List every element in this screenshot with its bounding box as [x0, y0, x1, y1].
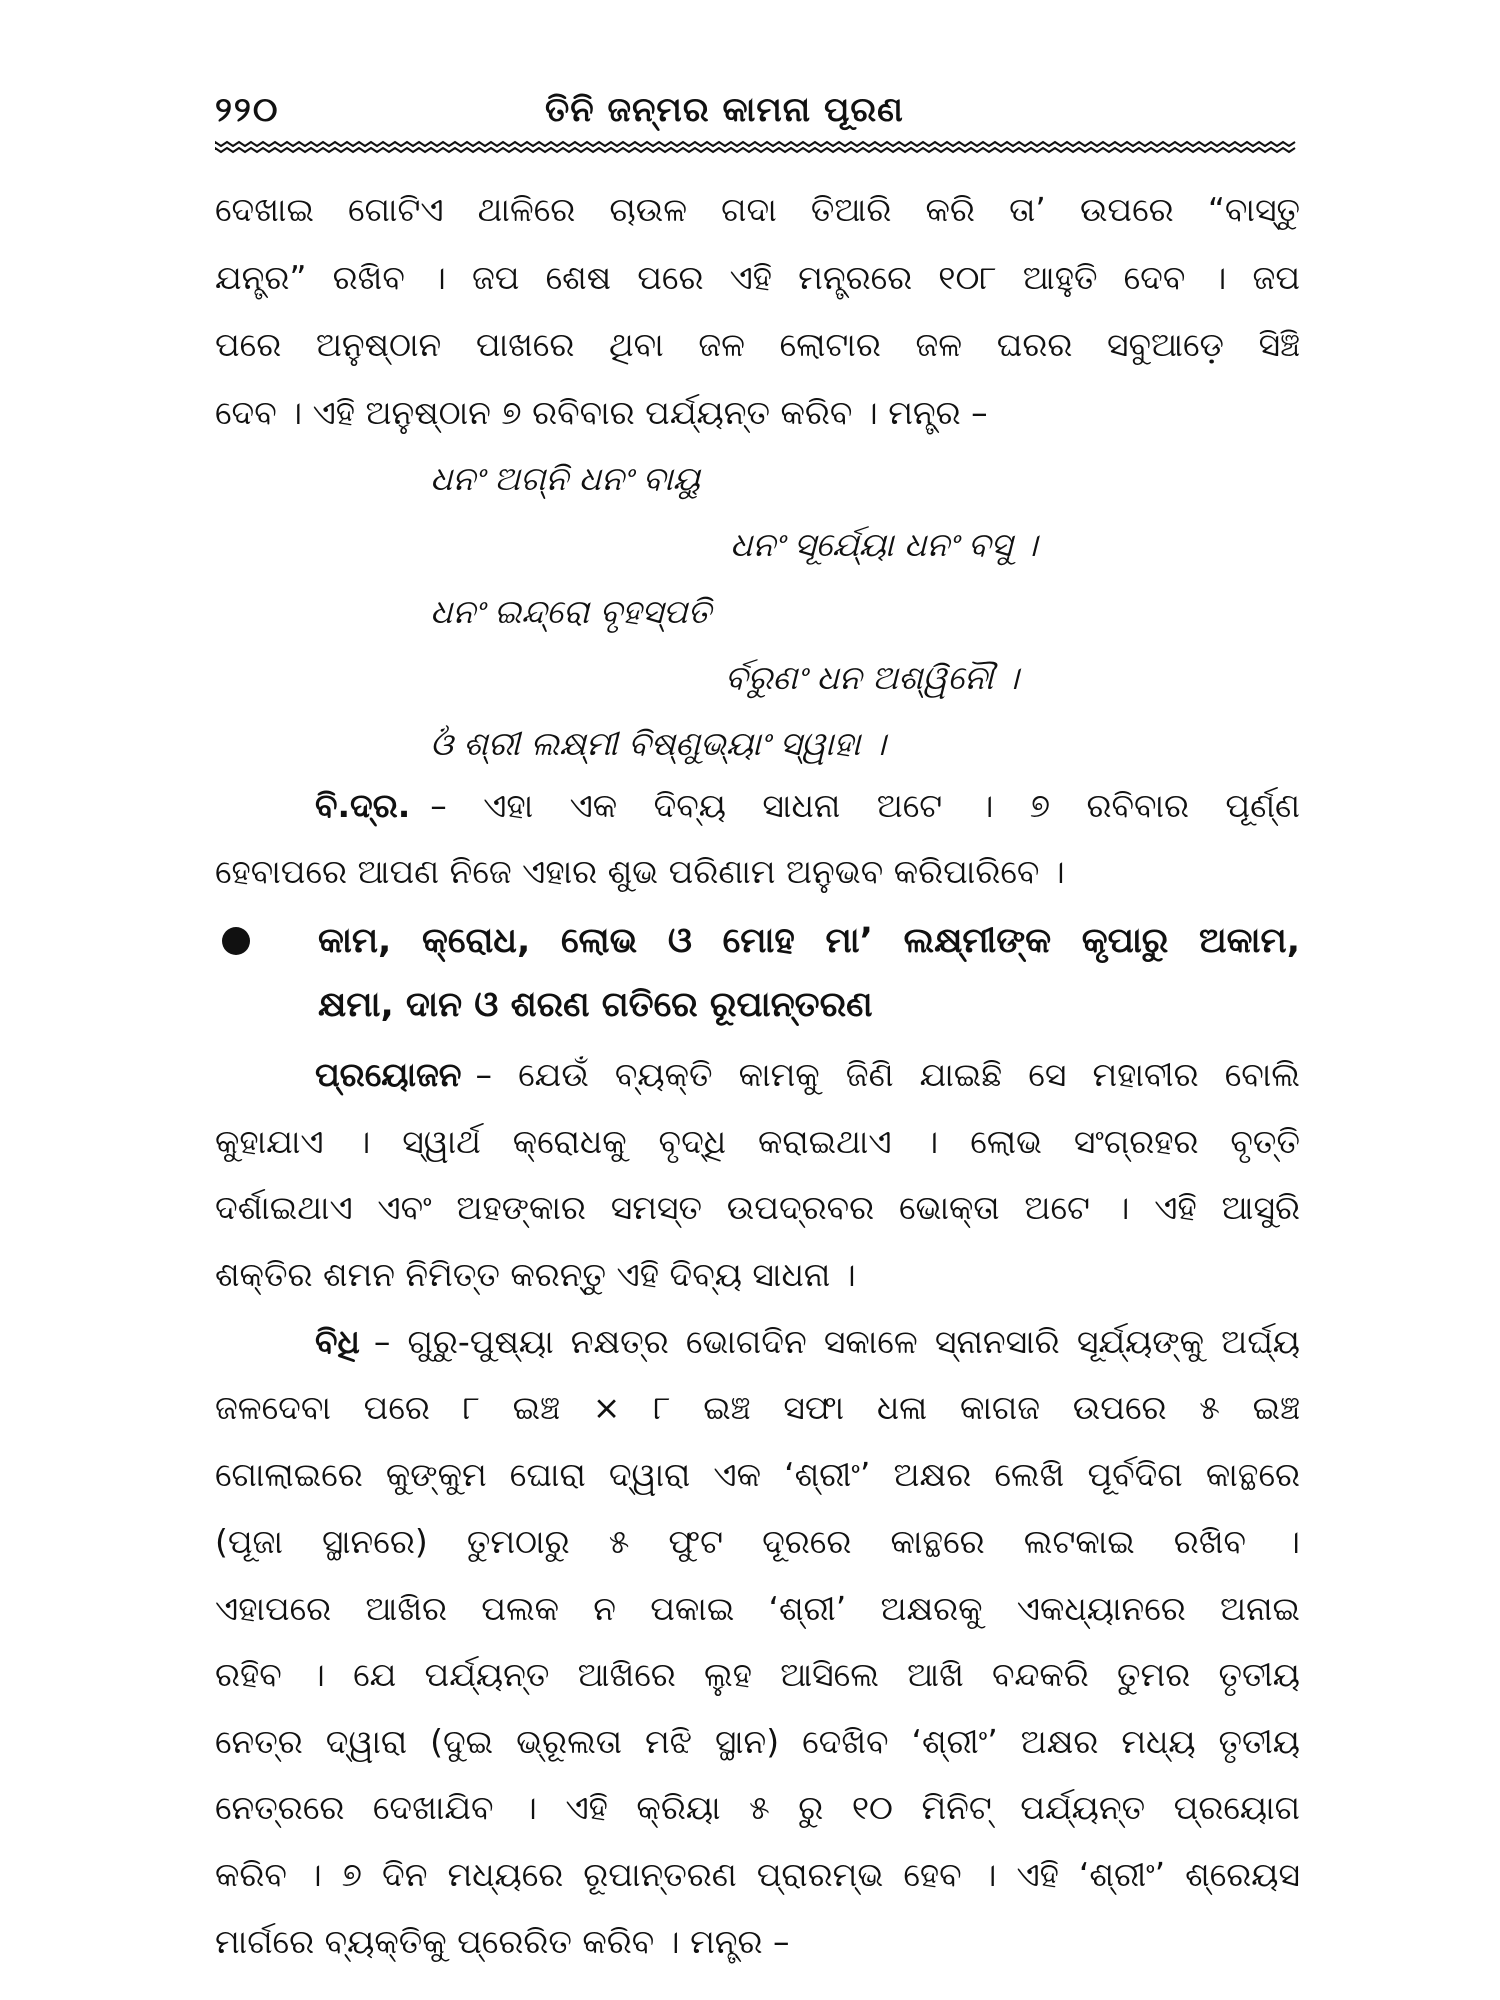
paragraph-line: (ପୂଜା ସ୍ଥାନରେ) ତୁମଠାରୁ ୫ ଫୁଟ ଦୂରରେ କାନ୍ଥରେ ଲଟକାଇ ରଖିବ । [215, 1522, 1300, 1561]
method-text: – ଗୁରୁ-ପୁଷ୍ୟା ନକ୍ଷତ୍ର ଭୋଗଦିନ ସକାଳେ ସ୍ନାନସାରି ସୂର୍ଯ୍ୟଙ୍କୁ ଅର୍ଘ୍ୟ [373, 1322, 1300, 1361]
paragraph-line: କୁହାଯାଏ । ସ୍ୱାର୍ଥ କ୍ରୋଧକୁ ବୃଦ୍ଧି କରାଇଥାଏ । ଲୋଭ ସଂଗ୍ରହର ବୃତ୍ତି [215, 1122, 1300, 1161]
page-number: ୨୨୦ [215, 90, 280, 130]
purpose-text: – ଯେଉଁ ବ୍ୟକ୍ତି କାମକୁ ଜିଣି ଯାଇଛି ସେ ମହାବୀର ବୋଲି [475, 1055, 1300, 1094]
paragraph-line: ନେତ୍ର ଦ୍ୱାରା (ଦୁଇ ଭ୍ରୂଲତା ମଝି ସ୍ଥାନ) ଦେଖିବ ‘ଶ୍ରୀଂ’ ଅକ୍ଷର ମଧ୍ୟ ତୃତୀୟ [215, 1722, 1300, 1761]
mantra-line: ଧନଂ ସୂର୍ଯ୍ୟୋ ଧନଂ ବସୁ । [730, 525, 1038, 564]
section-heading-line: କ୍ଷମା, ଦାନ ଓ ଶରଣ ଗତିରେ ରୂପାନ୍ତରଣ [318, 985, 873, 1025]
mantra-line: ଓଁ ଶ୍ରୀ ଲକ୍ଷ୍ମୀ ବିଷ୍ଣୁଭ୍ୟାଂ ସ୍ୱାହା । [430, 724, 886, 763]
note-text: – ଏହା ଏକ ଦିବ୍ୟ ସାଧନା ଅଟେ । ୭ ରବିବାର ପୂର୍ଣ୍ଣ [430, 786, 1300, 825]
method-label: ବିଧି [315, 1322, 360, 1361]
paragraph-line: ଏହାପରେ ଆଖିର ପଲକ ନ ପକାଇ ‘ଶ୍ରୀ’ ଅକ୍ଷରକୁ ଏକଧ୍ୟାନରେ ଅନାଇ [215, 1589, 1300, 1628]
paragraph-line: ଗୋଲାଇରେ କୁଙ୍କୁମ ଘୋରା ଦ୍ୱାରା ଏକ ‘ଶ୍ରୀଂ’ ଅକ୍ଷର ଲେଖି ପୂର୍ବଦିଗ କାନ୍ଥରେ [215, 1455, 1300, 1494]
mantra-line: ଧନଂ ଅଗ୍ନି ଧନଂ ବାୟୁ [430, 459, 700, 498]
note-label: ବି.ଦ୍ର. [315, 786, 411, 825]
paragraph-line: ଶକ୍ତିର ଶମନ ନିମିତ୍ତ କରନ୍ତୁ ଏହି ଦିବ୍ୟ ସାଧନା । [215, 1255, 856, 1294]
running-title: ତିନି ଜନ୍ମର କାମନା ପୂରଣ [545, 90, 904, 130]
purpose-label: ପ୍ରୟୋଜନ [315, 1055, 462, 1094]
note-line [315, 786, 1300, 826]
page-header [215, 90, 1300, 130]
paragraph-line: ଜଳଦେବା ପରେ ୮ ଇଞ୍ଚ × ୮ ଇଞ୍ଚ ସଫା ଧଳା କାଗଜ ଉପରେ ୫ ଇଞ୍ଚ [215, 1388, 1300, 1427]
paragraph-line: ମାର୍ଗରେ ବ୍ୟକ୍ତିକୁ ପ୍ରେରିତ କରିବ । ମନ୍ତ୍ର – [215, 1922, 790, 1961]
mantra-line: ର୍ବରୁଣଂ ଧନ ଅଶ୍ୱିନୌ । [725, 658, 1019, 697]
mantra-line: ଧନଂ ଇନ୍ଦ୍ରୋ ବୃହସ୍ପତି [430, 592, 712, 631]
wavy-rule-divider [215, 140, 1300, 154]
bullet-icon [222, 927, 250, 955]
paragraph-line: ରହିବ । ଯେ ପର୍ଯ୍ୟନ୍ତ ଆଖିରେ ଲୁହ ଆସିଲେ ଆଖି ବନ୍ଦକରି ତୁମର ତୃତୀୟ [215, 1655, 1300, 1694]
section-heading-line: କାମ, କ୍ରୋଧ, ଲୋଭ ଓ ମୋହ ମା’ ଲକ୍ଷ୍ମୀଙ୍କ କୃପାରୁ ଅକାମ, [318, 921, 1300, 961]
method-first-line [315, 1322, 1300, 1362]
paragraph-line: ନେତ୍ରରେ ଦେଖାଯିବ । ଏହି କ୍ରିୟା ୫ ରୁ ୧୦ ମିନିଟ୍ ପର୍ଯ୍ୟନ୍ତ ପ୍ରୟୋଗ [215, 1788, 1300, 1827]
paragraph-line: ଦେବ । ଏହି ଅନୁଷ୍ଠାନ ୭ ରବିବାର ପର୍ଯ୍ୟନ୍ତ କରିବ । ମନ୍ତ୍ର – [215, 393, 988, 432]
paragraph-line: ପରେ ଅନୁଷ୍ଠାନ ପାଖରେ ଥିବା ଜଳ ଲୋଟାର ଜଳ ଘରର ସବୁଆଡ଼େ ସିଞ୍ଚି [215, 325, 1300, 364]
paragraph-line: କରିବ । ୭ ଦିନ ମଧ୍ୟରେ ରୂପାନ୍ତରଣ ପ୍ରାରମ୍ଭ ହେବ । ଏହି ‘ଶ୍ରୀଂ’ ଶ୍ରେୟସ [215, 1855, 1300, 1894]
note-line: ହେବାପରେ ଆପଣ ନିଜେ ଏହାର ଶୁଭ ପରିଣାମ ଅନୁଭବ କରିପାରିବେ । [215, 852, 1065, 891]
paragraph-line: ଦର୍ଶାଇଥାଏ ଏବଂ ଅହଙ୍କାର ସମସ୍ତ ଉପଦ୍ରବର ଭୋକ୍ତା ଅଟେ । ଏହି ଆସୁରି [215, 1188, 1300, 1227]
paragraph-line: ଯନ୍ତ୍ର” ରଖିବ । ଜପ ଶେଷ ପରେ ଏହି ମନ୍ତ୍ରରେ ୧୦୮ ଆହୁତି ଦେବ । ଜପ [215, 258, 1300, 297]
paragraph-line: ଦେଖାଇ ଗୋଟିଏ ଥାଳିରେ ଚାଉଳ ଗଦା ତିଆରି କରି ତା’ ଉପରେ “ବାସ୍ତୁ [215, 190, 1300, 229]
purpose-first-line [315, 1055, 1300, 1095]
